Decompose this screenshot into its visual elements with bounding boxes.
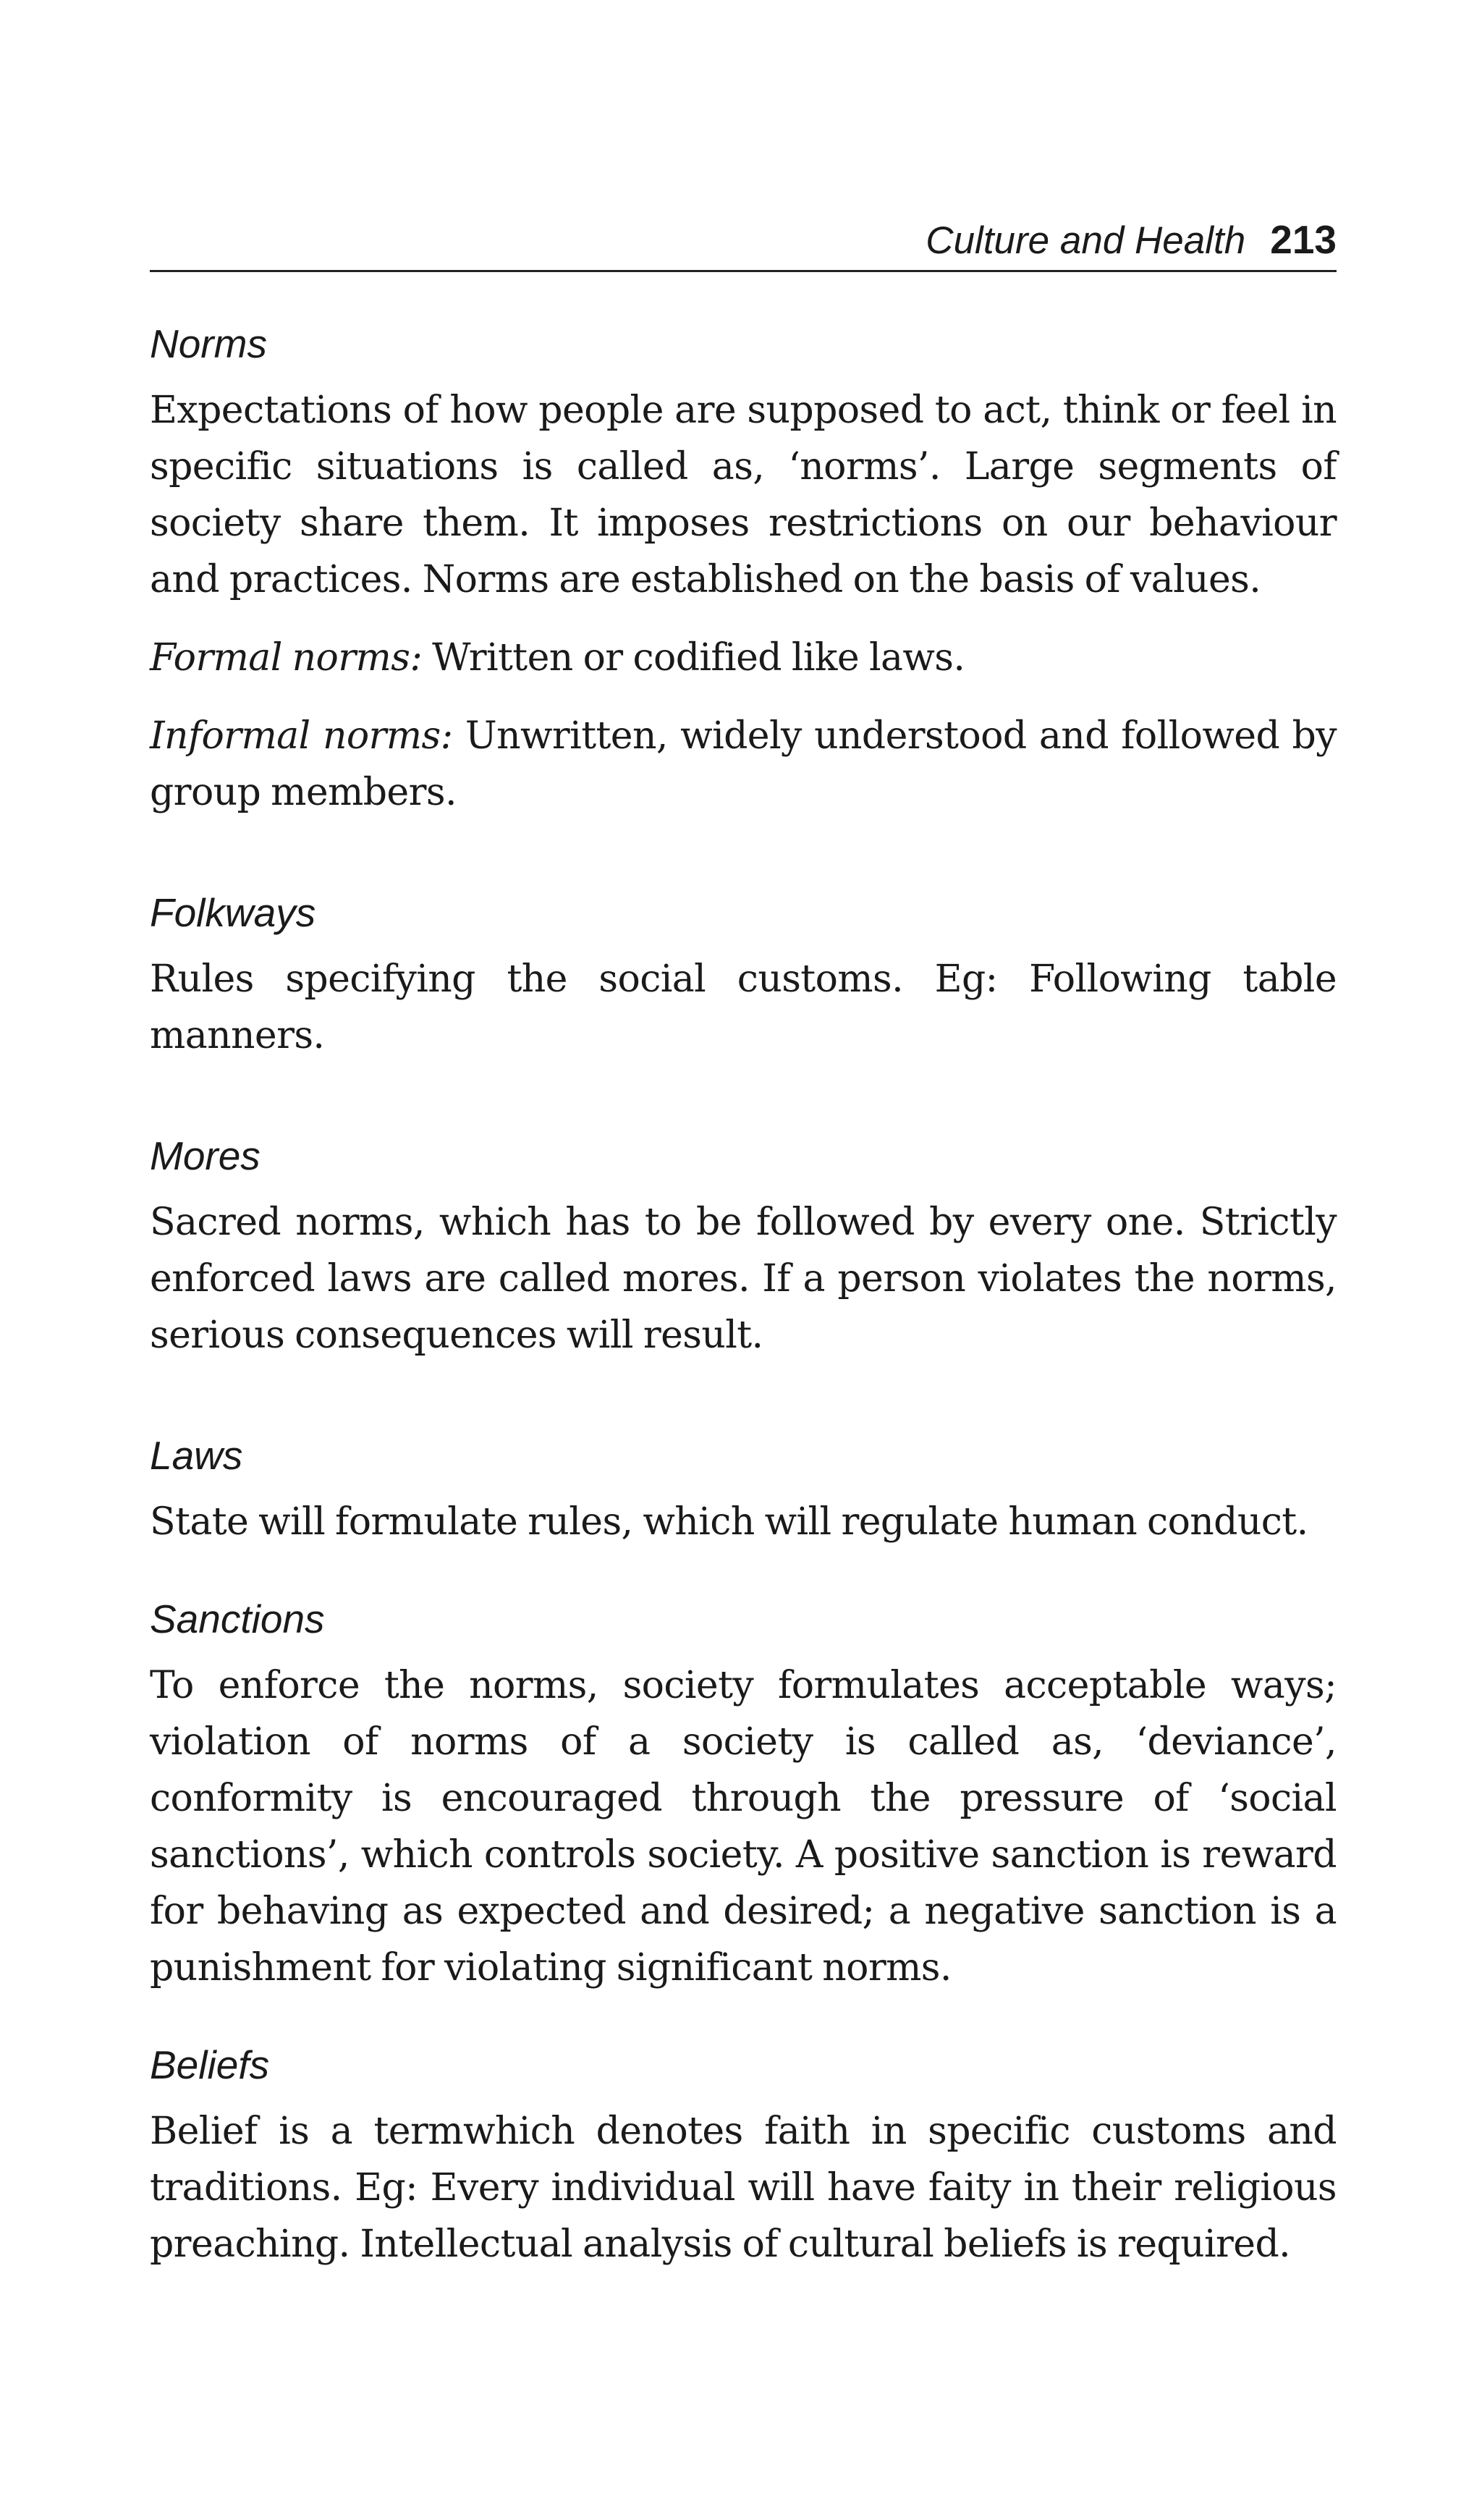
- subitem-informal-norms: [150, 708, 1337, 821]
- subitem-text: Unwritten, widely understood and followed by group members.: [150, 714, 1337, 814]
- running-title: Culture and Health: [926, 219, 1246, 262]
- page-number: 213: [1270, 217, 1337, 262]
- subitem-term: Formal norms:: [150, 636, 423, 680]
- section-heading: Folkways: [150, 890, 316, 935]
- section-beliefs: [150, 2039, 1337, 2272]
- section-heading: Laws: [150, 1433, 243, 1478]
- section-mores: [150, 1130, 1337, 1363]
- section-body: State will formulate rules, which will regulate human conduct.: [150, 1500, 1308, 1544]
- running-header: [150, 217, 1337, 272]
- section-laws: [150, 1430, 1337, 1550]
- subitem-formal-norms: [150, 630, 1337, 686]
- section-folkways: [150, 887, 1337, 1064]
- section-heading: Beliefs: [150, 2042, 270, 2087]
- section-norms: [150, 318, 1337, 821]
- section-body: Sacred norms, which has to be followed by every one. Strictly enforced laws are called mores. If a person violates the norms, serious consequences will result.: [150, 1201, 1337, 1357]
- section-body: Belief is a termwhich denotes faith in specific customs and traditions. Eg: Every individual will have faity in their religious preaching. Intellectual analysis of cultural beliefs is required.: [150, 2110, 1337, 2266]
- section-heading: Sanctions: [150, 1597, 325, 1641]
- subitem-term: Informal norms:: [150, 714, 453, 758]
- page-content: [150, 318, 1337, 2272]
- section-heading: Mores: [150, 1133, 261, 1178]
- section-body: To enforce the norms, society formulates acceptable ways; violation of norms of a society is called as, ‘deviance’, conformity is encouraged through the pressure of ‘social sanctions’, which controls society. A positive sanction is reward for behaving as expected and desired; a negative sanction is a punishment for violating significant norms.: [150, 1664, 1337, 1990]
- section-heading: Norms: [150, 321, 267, 366]
- section-body: Expectations of how people are supposed to act, think or feel in specific situations is called as, ‘norms’. Large segments of society share them. It imposes restrictions on our behaviour and practices. Norms are established on the basis of values.: [150, 389, 1337, 601]
- section-sanctions: [150, 1594, 1337, 1996]
- subitem-text: Written or codified like laws.: [422, 636, 965, 680]
- section-body: Rules specifying the social customs. Eg: Following table manners.: [150, 957, 1337, 1057]
